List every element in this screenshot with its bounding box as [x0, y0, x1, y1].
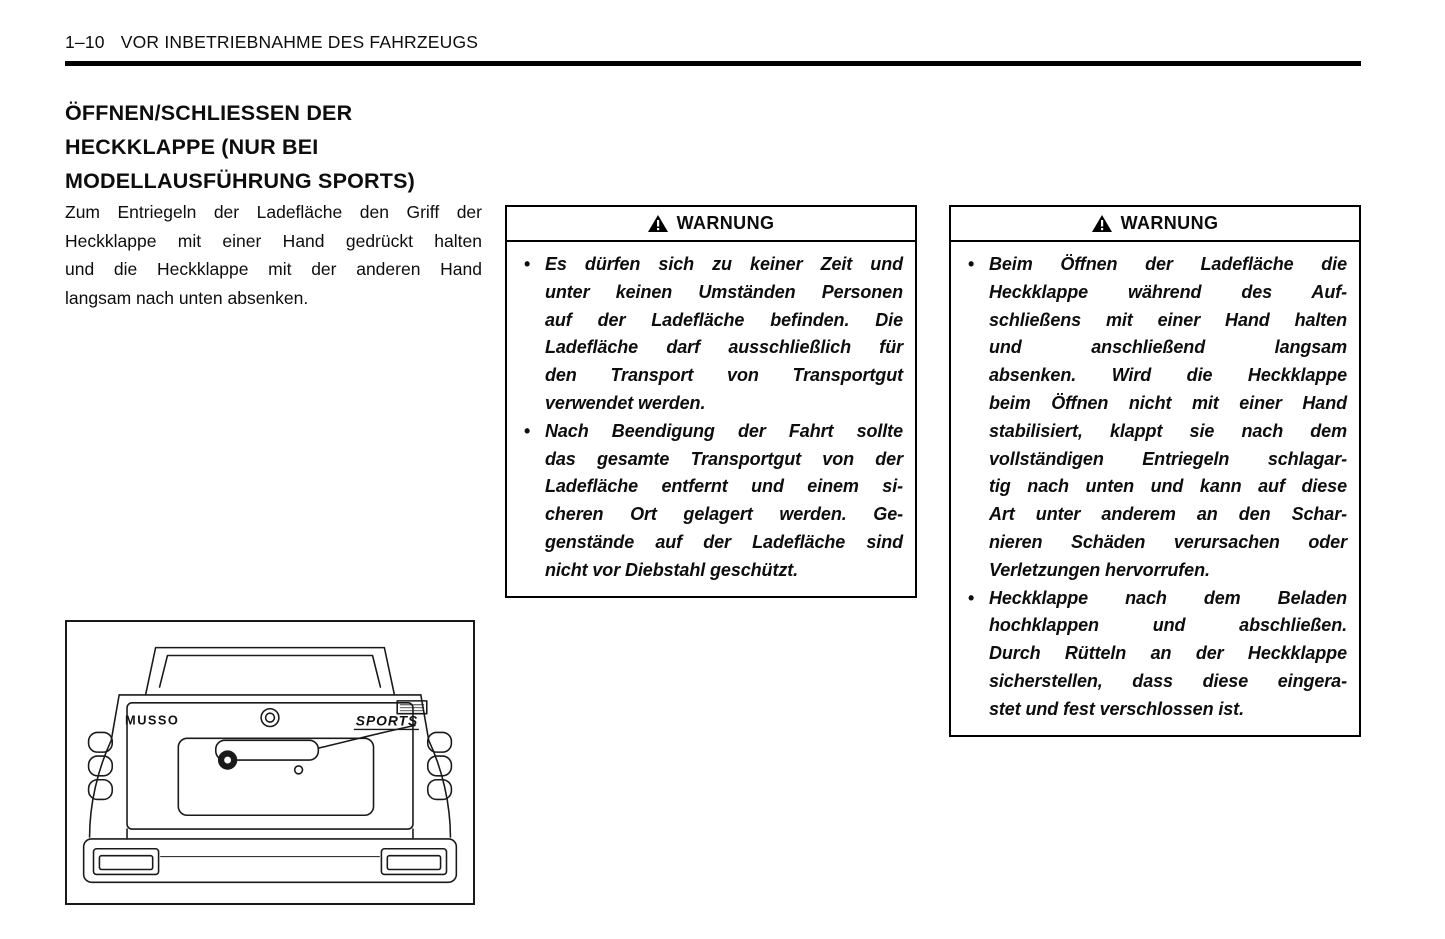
- warning-title-text: WARNUNG: [676, 213, 775, 233]
- bumper-step-left-inner: [99, 856, 152, 870]
- taillight-left: [89, 780, 113, 800]
- page-number: 1–10: [65, 32, 105, 52]
- bumper-step-right: [381, 849, 446, 875]
- bed-side-right: [421, 695, 451, 837]
- warning-header: [951, 207, 1359, 242]
- emblem-outer: [261, 709, 279, 727]
- vehicle-rear-illustration: [67, 622, 473, 903]
- warning-bullet: [959, 251, 1347, 585]
- bumper-step-left: [94, 849, 159, 875]
- taillight-left: [89, 732, 113, 752]
- warning-title-text: WARNUNG: [1120, 213, 1219, 233]
- lock-cylinder: [295, 766, 303, 774]
- page-header: [65, 32, 478, 53]
- chapter-title: VOR INBETRIEBNAHME DES FAHRZEUGS: [120, 32, 479, 52]
- section-title: ÖFFNEN/SCHLIESSEN DER HECKKLAPPE (NUR BEI MODELLAUSFÜHRUNG SPORTS): [65, 101, 415, 193]
- bullet-marker: •: [968, 254, 975, 274]
- musso-badge: MUSSO: [125, 712, 180, 728]
- figure-frame: [65, 620, 475, 905]
- warning-header: [507, 207, 915, 242]
- warning-box-1: [505, 205, 917, 598]
- warning-icon: [1092, 215, 1112, 232]
- warning-bullet-text: Nach Beendigung der Fahrt sollte das gesamte Transportgut von der Ladefläche entfernt und einem si- cheren Ort gelagert werden. Ge- genstände auf der Ladefläche sind nicht vor Diebstahl geschützt.: [545, 420, 903, 580]
- bumper: [84, 839, 457, 882]
- bullet-marker: •: [968, 587, 975, 608]
- taillight-right: [428, 732, 452, 752]
- bullet-marker: •: [524, 420, 531, 441]
- handle-grip-center: [224, 757, 231, 764]
- section-paragraph: Zum Entriegeln der Ladefläche den Griff der Heckklappe mit einer Hand gedrückt halten und die Heckklappe mit der anderen Hand langsam nach unten absenken.: [65, 202, 482, 308]
- sports-badge: SPORTS: [355, 713, 419, 729]
- warning-bullet-text: Es dürfen sich zu keiner Zeit und unter keinen Umständen Personen auf der Ladefläche befinden. Die Ladefläche darf ausschließlich für den Transport von Transportgut verwendet werden.: [545, 254, 903, 413]
- bullet-marker: •: [524, 254, 531, 274]
- warning-bullet: [515, 418, 903, 585]
- taillight-right: [428, 780, 452, 800]
- bed-side-left: [90, 695, 120, 837]
- warning-bullet: [515, 251, 903, 418]
- warning-body: [951, 242, 1359, 735]
- warning-bullet: [959, 585, 1347, 724]
- warning-box-2: [949, 205, 1361, 737]
- emblem-inner: [266, 713, 275, 722]
- warning-bullet-text: Heckklappe nach dem Beladen hochklappen und abschließen. Durch Rütteln an der Heckklappe sicherstellen, dass diese eingera- stet und fest verschlossen ist.: [989, 587, 1347, 719]
- warning-body: [507, 242, 915, 596]
- warning-icon: [648, 215, 668, 232]
- warning-bullet-text: Beim Öffnen der Ladefläche die Heckklappe während des Auf- schließens mit einer Hand halten und anschließend langsam absenken. Wird die Heckklappe beim Öffnen nicht mit einer Hand stabilisiert, klappt sie nach dem vollständigen Entriegeln schlagar- tig nach unten und kann auf diese Art unter anderem an den Schar- nieren Schäden verursachen oder Verletzungen hervorrufen.: [989, 254, 1347, 580]
- header-rule: [65, 61, 1361, 66]
- cab-outline: [146, 648, 394, 694]
- rear-window: [160, 656, 381, 688]
- bumper-step-right-inner: [387, 856, 440, 870]
- handle-recess: [178, 738, 373, 815]
